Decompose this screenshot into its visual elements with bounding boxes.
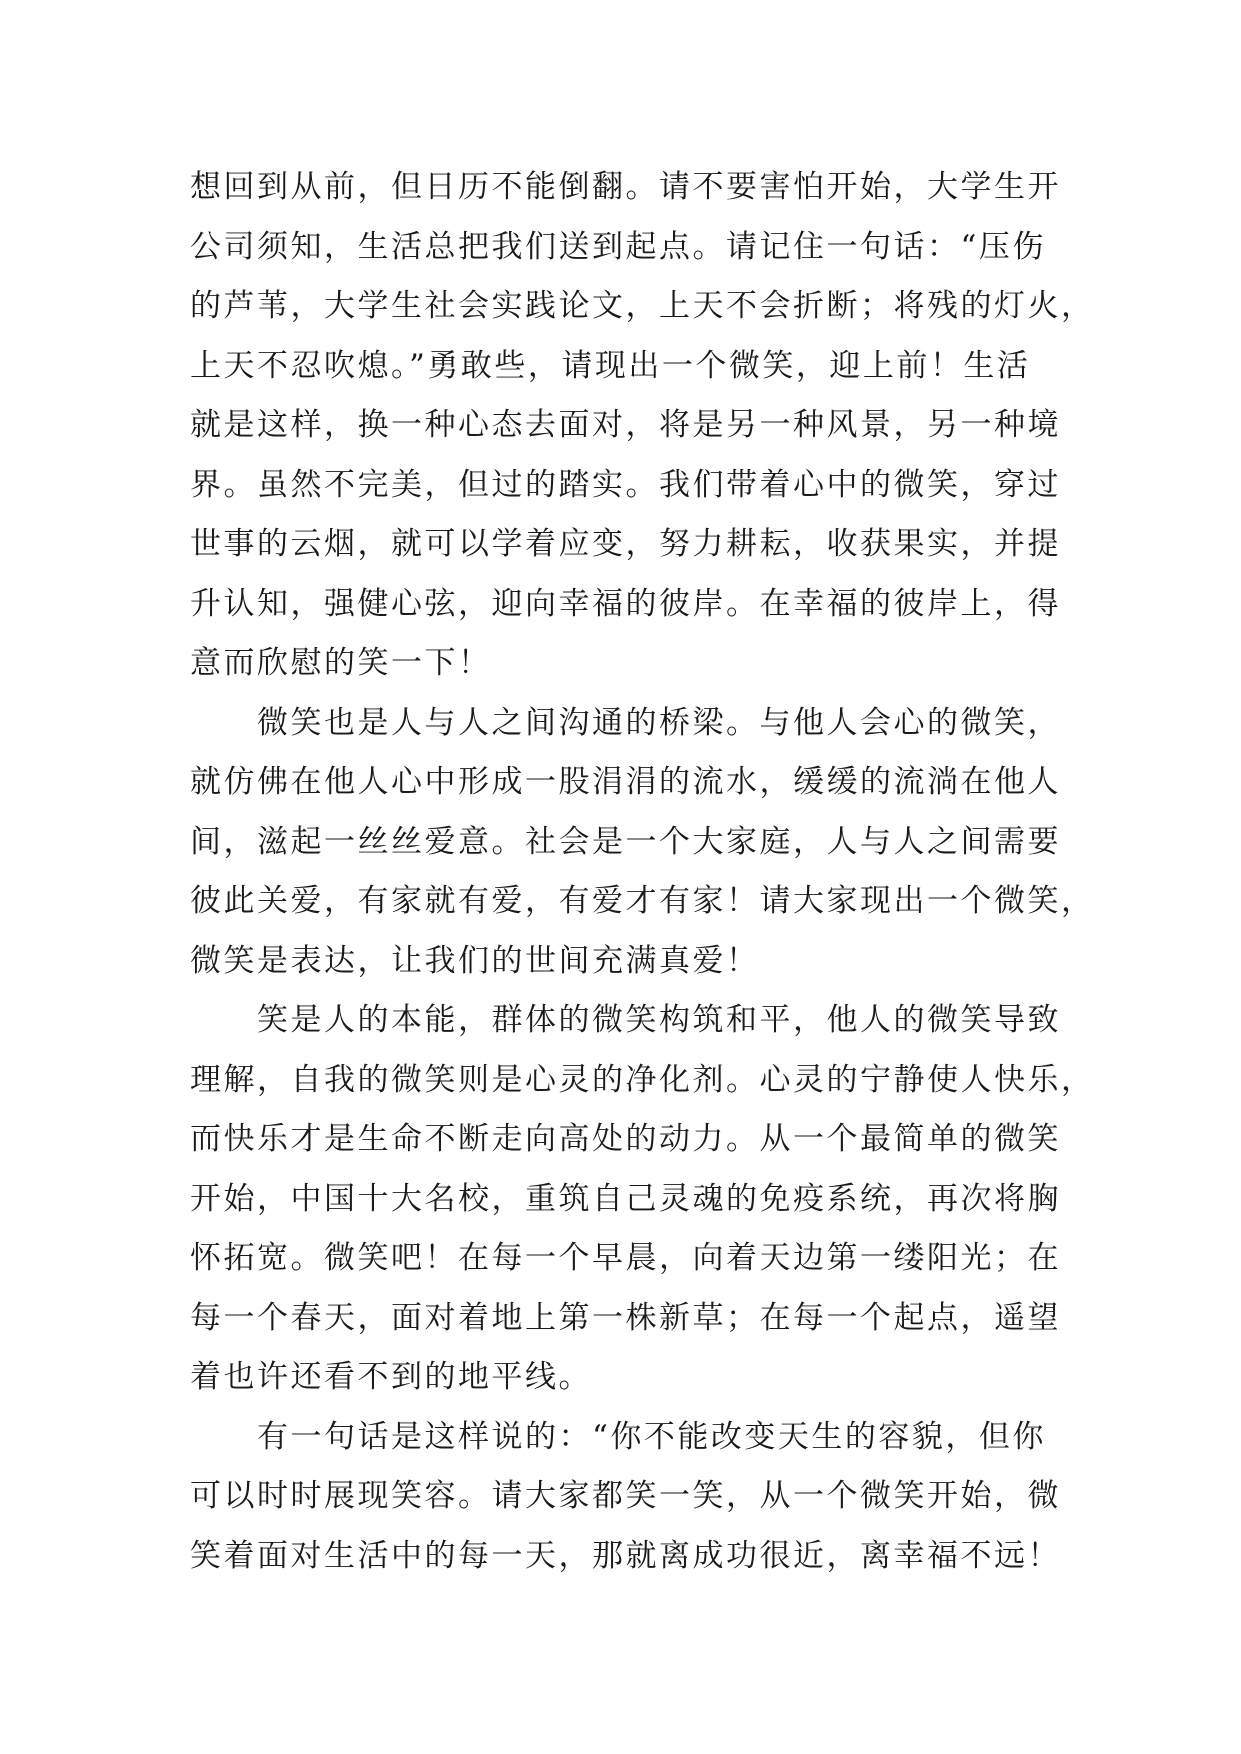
body-text — [190, 158, 1095, 1586]
text-line: 世事的云烟，就可以学着应变，努力耕耘，收获果实，并提 — [190, 526, 1061, 562]
text-line: 彼此关爱，有家就有爱，有爱才有家！请大家现出一个微笑， — [190, 883, 1095, 919]
text-line: 升认知，强健心弦，迎向幸福的彼岸。在幸福的彼岸上，得 — [190, 585, 1061, 622]
text-line: 间，滋起一丝丝爱意。社会是一个大家庭，人与人之间需要 — [190, 823, 1061, 860]
text-line: 就仿佛在他人心中形成一股涓涓的流水，缓缓的流淌在他人 — [190, 764, 1061, 800]
text-line: 微笑是表达，让我们的世间充满真爱！ — [190, 942, 760, 979]
text-line: 公司须知，生活总把我们送到起点。请记住一句话：“压伤 — [190, 228, 1046, 265]
paragraph-start-line: 笑是人的本能，群体的微笑构筑和平，他人的微笑导致 — [190, 1002, 1061, 1038]
text-line: 每一个春天，面对着地上第一株新草；在每一个起点，遥望 — [190, 1299, 1061, 1336]
paragraph-start-line: 有一句话是这样说的：“你不能改变天生的容貌，但你 — [190, 1418, 1046, 1455]
text-line: 就是这样，换一种心态去面对，将是另一种风景，另一种境 — [190, 407, 1061, 443]
text-line: 怀拓宽。微笑吧！在每一个早晨，向着天边第一缕阳光；在 — [190, 1240, 1061, 1276]
text-line: 可以时时展现笑容。请大家都笑一笑，从一个微笑开始，微 — [190, 1478, 1061, 1514]
text-line: 想回到从前，但日历不能倒翻。请不要害怕开始，大学生开 — [190, 169, 1061, 205]
text-line: 的芦苇，大学生社会实践论文，上天不会折断；将残的灯火， — [190, 288, 1095, 324]
text-line: 意而欣慰的笑一下！ — [190, 645, 492, 681]
text-line: 开始，中国十大名校，重筑自己灵魂的免疫系统，再次将胸 — [190, 1180, 1061, 1217]
text-line: 界。虽然不完美，但过的踏实。我们带着心中的微笑，穿过 — [190, 466, 1061, 503]
text-line: 而快乐才是生命不断走向高处的动力。从一个最简单的微笑 — [190, 1121, 1061, 1157]
text-line: 着也许还看不到的地平线。 — [190, 1359, 592, 1395]
text-line: 笑着面对生活中的每一天，那就离成功很近，离幸福不远！ — [190, 1537, 1061, 1574]
text-line: 上天不忍吹熄。”勇敢些，请现出一个微笑，迎上前！生活 — [190, 347, 1031, 384]
text-line: 理解，自我的微笑则是心灵的净化剂。心灵的宁静使人快乐， — [190, 1061, 1095, 1098]
paragraph-start-line: 微笑也是人与人之间沟通的桥梁。与他人会心的微笑， — [190, 704, 1061, 741]
